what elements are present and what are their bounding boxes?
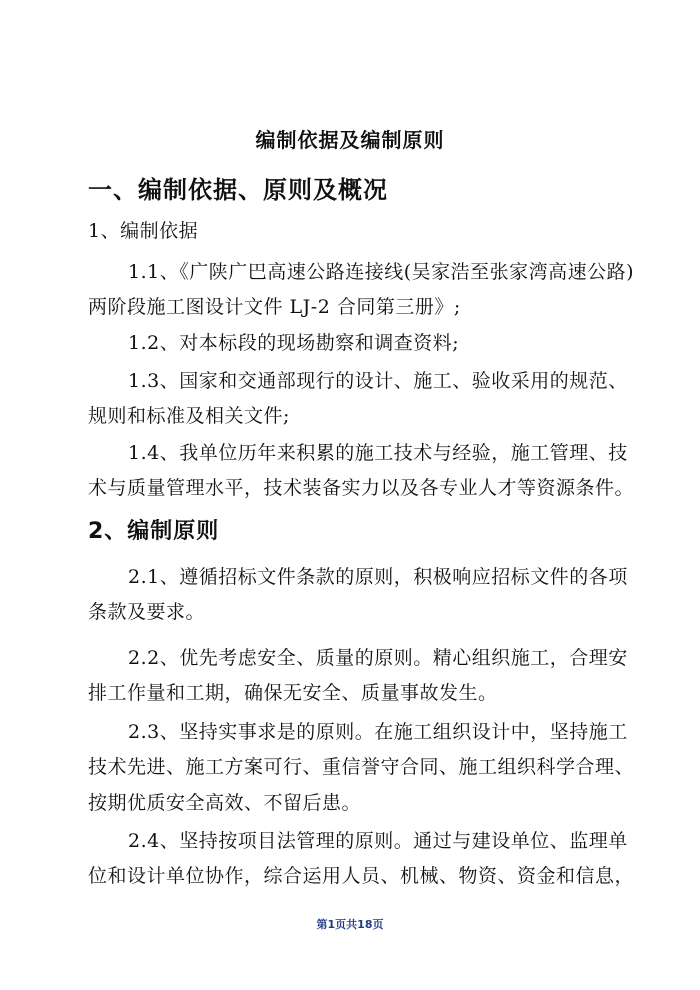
basis-heading: 1、编制依据 xyxy=(88,220,199,242)
basis-item-4-line-1: 1.4、我单位历年来积累的施工技术与经验，施工管理、技 xyxy=(128,442,628,464)
basis-item-1-line-1: 1.1、《广陕广巴高速公路连接线(吴家浩至张家湾高速公路) xyxy=(128,261,635,283)
principle-item-3-line-3: 按期优质安全高效、不留后患。 xyxy=(88,792,362,814)
basis-item-4-line-2: 术与质量管理水平，技术装备实力以及各专业人才等资源条件。 xyxy=(88,477,635,499)
document-title: 编制依据及编制原则 xyxy=(255,128,445,152)
principle-item-2-line-1: 2.2、优先考虑安全、质量的原则。精心组织施工，合理安 xyxy=(128,647,628,669)
section1-heading: 一、编制依据、原则及概况 xyxy=(88,175,388,204)
principle-item-3-line-2: 技术先进、施工方案可行、重信誉守合同、施工组织科学合理、 xyxy=(88,756,635,778)
basis-item-2-line-1: 1.2、对本标段的现场勘察和调查资料; xyxy=(128,332,460,354)
principle-item-1-line-2: 条款及要求。 xyxy=(88,601,206,623)
principle-item-2-line-2: 排工作量和工期，确保无安全、质量事故发生。 xyxy=(88,682,498,704)
principle-item-4-line-2: 位和设计单位协作，综合运用人员、机械、物资、资金和信息， xyxy=(88,865,635,887)
principle-item-3-line-1: 2.3、坚持实事求是的原则。在施工组织设计中，坚持施工 xyxy=(128,721,628,743)
basis-item-3-line-2: 规则和标准及相关文件; xyxy=(88,405,290,427)
page-number: 第1页共18页 xyxy=(316,918,384,931)
principle-item-1-line-1: 2.1、遵循招标文件条款的原则，积极响应招标文件的各项 xyxy=(128,566,628,588)
basis-item-1-line-2: 两阶段施工图设计文件 LJ-2 合同第三册》; xyxy=(88,296,461,318)
section2-heading: 2、编制原则 xyxy=(88,519,220,544)
basis-item-3-line-1: 1.3、国家和交通部现行的设计、施工、验收采用的规范、 xyxy=(128,370,628,392)
principle-item-4-line-1: 2.4、坚持按项目法管理的原则。通过与建设单位、监理单 xyxy=(128,830,628,852)
